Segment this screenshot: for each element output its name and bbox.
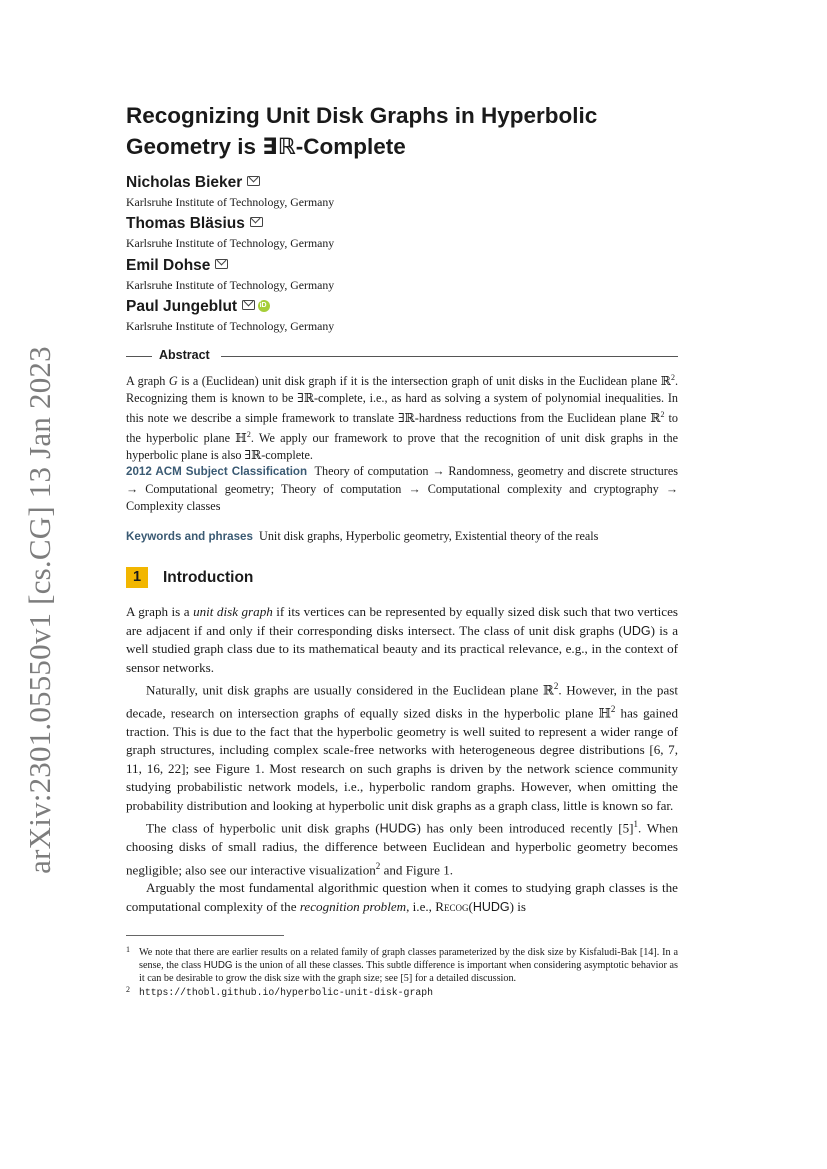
author-block [126,173,626,210]
paragraph: The class of hyperbolic unit disk graphs (HUDG) has only been introduced recently $[5]^1$. When choosing disks of small radius, the difference between Euclidean and hyperbolic geometry becomes negligible; also see our interactive visualization$^2$ and Figure 1. [126,819,678,877]
author-name: Nicholas Bieker [126,174,243,191]
author-name: Thomas Bläsius [126,215,245,232]
author-affiliation: Karlsruhe Institute of Technology, Germany [126,319,335,333]
paragraph: A graph is a unit disk graph if its vertices can be represented by equally sized disk such that two vertices are adjacent if and only if their corresponding disks intersect. The class of unit disk graphs (UDG) is a well studied graph class due to its mathematical beauty and its practical relevance, e.g., in the context of sensor networks. [126,604,679,675]
footnote-2: 2 https://thobl.github.io/hyperbolic-unit-disk-graph [126,985,433,998]
footnotes [126,946,678,1000]
title-line-1: Recognizing Unit Disk Graphs in Hyperbolic [126,103,598,128]
orcid-icon[interactable] [258,300,270,312]
footnote-1: 1 We note that there are earlier results on a related family of graph classes parameterized by the disk size by Kisfaludi-Bak [14]. In a sense, the class HUDG is the union of all these classes. This subtle difference is important when considering asymptotic behavior as it can be desirable to grow the disk size with the graph size; see [5] for a detailed discussion. [126,945,678,984]
footnote-divider [126,935,284,936]
abstract-label: Abstract [159,348,210,362]
section-heading [126,567,253,589]
section-number: 1 [126,567,148,588]
acm-classification [126,463,678,515]
email-icon[interactable] [215,259,228,269]
email-icon[interactable] [250,217,263,227]
paragraph: Arguably the most fundamental algorithmic question when it comes to studying graph classes is the computational complexity of the recognition problem, i.e., Recog(HUDG) is [126,880,678,914]
title-line-2: Geometry is ∃ℝ-Complete [126,134,406,159]
author-affiliation: Karlsruhe Institute of Technology, Germany [126,195,335,209]
introduction-text [126,603,678,916]
divider [126,356,152,357]
section-title: Introduction [163,569,254,586]
keywords-text: Unit disk graphs, Hyperbolic geometry, Existential theory of the reals [259,529,599,543]
arxiv-side-stamp: arXiv:2301.05550v1 [cs.CG] 13 Jan 2023 [22,346,57,874]
author-affiliation: Karlsruhe Institute of Technology, Germany [126,278,335,292]
keywords [126,528,678,546]
acm-text: Theory of computation → Randomness, geometry and discrete structures → Computational geometry; Theory of computation → Computational complexity and cryptography → Complexity classes [126,464,678,513]
abstract-heading [126,349,678,363]
author-name: Paul Jungeblut [126,298,238,315]
visualization-link[interactable]: https://thobl.github.io/hyperbolic-unit-disk-graph [139,987,433,998]
author-name: Emil Dohse [126,257,211,274]
acm-label: 2012 ACM Subject Classification [126,465,308,478]
author-block [126,214,626,251]
author-block [126,297,626,334]
author-affiliation: Karlsruhe Institute of Technology, Germany [126,236,335,250]
author-block [126,256,626,293]
paper-title [126,100,686,162]
email-icon[interactable] [247,176,260,186]
keywords-label: Keywords and phrases [126,530,253,543]
email-icon[interactable] [242,300,255,310]
divider [221,356,678,357]
paragraph: Naturally, unit disk graphs are usually considered in the Euclidean plane ℝ$^2$. However, in the past decade, research on intersection graphs of equally sized disks in the hyperbolic plane ℍ$^2$ has gained traction. This is due to the fact that the hyperbolic geometry is well suited to represent a wider range of graph structures, including complex scale-free networks with heterogeneous degree distributions [6, 7, 11, 16, 22]; see Figure 1. Most research on such graphs is driven by the network science community studying probabilistic network models, i.e., hyperbolic random graphs. However, when omitting the probability distribution and looking at hyperbolic unit disk graphs as a graph class, little is known so far. [126,681,678,813]
abstract-text: A graph G is a (Euclidean) unit disk graph if it is the intersection graph of unit disks in the Euclidean plane ℝ$^2$. Recognizing them is known to be ∃ℝ-complete, i.e., as hard as solving a system of polynomial inequalities. In this note we describe a simple framework to translate ∃ℝ-hardness reductions from the Euclidean plane ℝ$^2$ to the hyperbolic plane ℍ$^2$. We apply our framework to prove that the recognition of unit disk graphs in the hyperbolic plane is also ∃ℝ-complete. [126,373,679,462]
